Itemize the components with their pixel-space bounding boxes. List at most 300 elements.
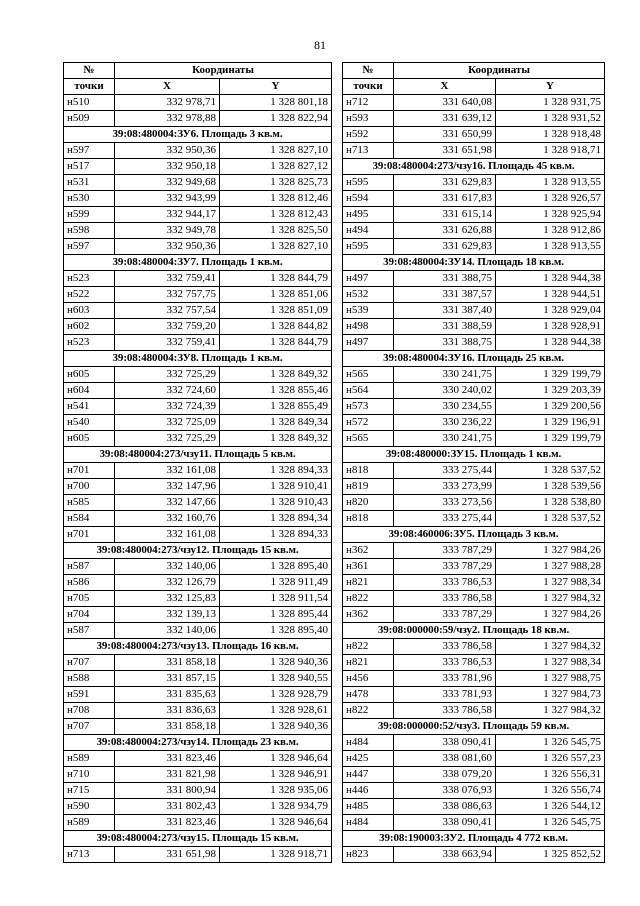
x-coordinate: 331 388,75 xyxy=(394,271,496,287)
y-coordinate: 1 328 855,46 xyxy=(220,383,332,399)
x-coordinate: 331 651,98 xyxy=(394,143,496,159)
point-id: н539 xyxy=(343,303,394,319)
y-coordinate: 1 328 913,55 xyxy=(496,175,605,191)
point-id: н819 xyxy=(343,479,394,495)
point-id: н604 xyxy=(64,383,115,399)
table-row xyxy=(343,607,605,623)
table-row xyxy=(64,575,332,591)
y-coordinate: 1 328 855,49 xyxy=(220,399,332,415)
x-coordinate: 332 943,99 xyxy=(115,191,220,207)
table-row xyxy=(64,319,332,335)
y-coordinate: 1 326 545,75 xyxy=(496,735,605,751)
y-coordinate: 1 328 918,71 xyxy=(220,847,332,863)
point-id: н531 xyxy=(64,175,115,191)
table-row xyxy=(64,719,332,735)
section-header-row xyxy=(64,831,332,847)
section-header-row xyxy=(343,255,605,271)
point-id: н818 xyxy=(343,511,394,527)
x-coordinate: 333 786,58 xyxy=(394,639,496,655)
point-id: н589 xyxy=(64,751,115,767)
point-id: н588 xyxy=(64,671,115,687)
point-id: н585 xyxy=(64,495,115,511)
x-coordinate: 331 823,46 xyxy=(115,751,220,767)
y-coordinate: 1 327 984,73 xyxy=(496,687,605,703)
point-id: н478 xyxy=(343,687,394,703)
coordinates-table-right xyxy=(342,62,605,863)
y-coordinate: 1 328 894,34 xyxy=(220,511,332,527)
section-header-row xyxy=(64,639,332,655)
x-coordinate: 338 090,41 xyxy=(394,735,496,751)
table-row xyxy=(64,495,332,511)
table-row xyxy=(64,847,332,863)
x-coordinate: 331 388,75 xyxy=(394,335,496,351)
y-coordinate: 1 328 946,64 xyxy=(220,815,332,831)
y-coordinate: 1 328 910,43 xyxy=(220,495,332,511)
point-id: н597 xyxy=(64,239,115,255)
point-id: н522 xyxy=(64,287,115,303)
point-id: н540 xyxy=(64,415,115,431)
y-coordinate: 1 326 556,74 xyxy=(496,783,605,799)
x-coordinate: 333 787,29 xyxy=(394,607,496,623)
table-row xyxy=(64,687,332,703)
section-title: 39:08:480004:ЗУ8. Площадь 1 кв.м. xyxy=(64,351,332,367)
x-coordinate: 331 640,08 xyxy=(394,95,496,111)
y-coordinate: 1 328 944,51 xyxy=(496,287,605,303)
point-id: н509 xyxy=(64,111,115,127)
x-coordinate: 333 786,58 xyxy=(394,703,496,719)
section-header-row xyxy=(343,719,605,735)
table-header xyxy=(64,63,332,95)
y-coordinate: 1 328 895,40 xyxy=(220,559,332,575)
section-title: 39:08:000000:59/чзу2. Площадь 18 кв.м. xyxy=(343,623,605,639)
x-coordinate: 330 236,22 xyxy=(394,415,496,431)
y-coordinate: 1 328 538,80 xyxy=(496,495,605,511)
x-coordinate: 333 786,53 xyxy=(394,655,496,671)
x-coordinate: 332 725,09 xyxy=(115,415,220,431)
x-coordinate: 333 787,29 xyxy=(394,559,496,575)
point-id: н700 xyxy=(64,479,115,495)
section-header-row xyxy=(343,159,605,175)
table-row xyxy=(64,335,332,351)
x-coordinate: 331 858,18 xyxy=(115,719,220,735)
section-title: 39:08:480004:ЗУ14. Площадь 18 кв.м. xyxy=(343,255,605,271)
y-coordinate: 1 326 557,23 xyxy=(496,751,605,767)
table-row xyxy=(343,95,605,111)
y-coordinate: 1 328 825,73 xyxy=(220,175,332,191)
table-row xyxy=(64,143,332,159)
x-coordinate: 332 139,13 xyxy=(115,607,220,623)
section-header-row xyxy=(343,447,605,463)
y-coordinate: 1 328 851,06 xyxy=(220,287,332,303)
table-row xyxy=(343,479,605,495)
point-id: н599 xyxy=(64,207,115,223)
table-row xyxy=(64,655,332,671)
point-id: н705 xyxy=(64,591,115,607)
table-row xyxy=(64,271,332,287)
y-coordinate: 1 326 544,12 xyxy=(496,799,605,815)
x-coordinate: 332 978,88 xyxy=(115,111,220,127)
y-coordinate: 1 328 944,38 xyxy=(496,335,605,351)
header-coordinates: Координаты xyxy=(115,63,332,79)
table-row xyxy=(64,479,332,495)
x-coordinate: 330 234,55 xyxy=(394,399,496,415)
table-row xyxy=(64,191,332,207)
table-row xyxy=(343,207,605,223)
point-id: н710 xyxy=(64,767,115,783)
x-coordinate: 331 650,99 xyxy=(394,127,496,143)
table-row xyxy=(64,751,332,767)
table-row xyxy=(343,783,605,799)
section-title: 39:08:480004:273/чзу13. Площадь 16 кв.м. xyxy=(64,639,332,655)
point-id: н598 xyxy=(64,223,115,239)
x-coordinate: 338 663,94 xyxy=(394,847,496,863)
y-coordinate: 1 327 984,26 xyxy=(496,607,605,623)
section-header-row xyxy=(64,351,332,367)
table-row xyxy=(64,399,332,415)
y-coordinate: 1 328 851,09 xyxy=(220,303,332,319)
y-coordinate: 1 329 199,79 xyxy=(496,431,605,447)
x-coordinate: 332 147,96 xyxy=(115,479,220,495)
point-id: н701 xyxy=(64,527,115,543)
y-coordinate: 1 328 827,12 xyxy=(220,159,332,175)
header-coordinates: Координаты xyxy=(394,63,605,79)
point-id: н701 xyxy=(64,463,115,479)
table-row xyxy=(343,575,605,591)
table-row xyxy=(64,767,332,783)
table-row xyxy=(343,671,605,687)
table-row xyxy=(343,239,605,255)
table-row xyxy=(343,367,605,383)
point-id: н532 xyxy=(343,287,394,303)
table-row xyxy=(343,495,605,511)
y-coordinate: 1 328 935,06 xyxy=(220,783,332,799)
table-row xyxy=(64,559,332,575)
y-coordinate: 1 329 200,56 xyxy=(496,399,605,415)
table-row xyxy=(343,463,605,479)
point-id: н541 xyxy=(64,399,115,415)
table-body xyxy=(343,95,605,863)
point-id: н715 xyxy=(64,783,115,799)
x-coordinate: 332 160,76 xyxy=(115,511,220,527)
y-coordinate: 1 327 984,32 xyxy=(496,639,605,655)
point-id: н820 xyxy=(343,495,394,511)
x-coordinate: 332 126,79 xyxy=(115,575,220,591)
x-coordinate: 332 949,68 xyxy=(115,175,220,191)
point-id: н447 xyxy=(343,767,394,783)
x-coordinate: 331 836,63 xyxy=(115,703,220,719)
point-id: н605 xyxy=(64,431,115,447)
point-id: н498 xyxy=(343,319,394,335)
section-title: 39:08:480004:ЗУ16. Площадь 25 кв.м. xyxy=(343,351,605,367)
header-no: № xyxy=(64,63,115,79)
x-coordinate: 338 076,93 xyxy=(394,783,496,799)
x-coordinate: 332 949,78 xyxy=(115,223,220,239)
x-coordinate: 332 757,54 xyxy=(115,303,220,319)
table-row xyxy=(343,655,605,671)
y-coordinate: 1 327 984,26 xyxy=(496,543,605,559)
x-coordinate: 330 241,75 xyxy=(394,431,496,447)
y-coordinate: 1 328 931,52 xyxy=(496,111,605,127)
point-id: н712 xyxy=(343,95,394,111)
point-id: н530 xyxy=(64,191,115,207)
table-row xyxy=(64,159,332,175)
table-row xyxy=(64,527,332,543)
x-coordinate: 330 240,02 xyxy=(394,383,496,399)
point-id: н597 xyxy=(64,143,115,159)
y-coordinate: 1 329 196,91 xyxy=(496,415,605,431)
y-coordinate: 1 328 849,34 xyxy=(220,415,332,431)
x-coordinate: 331 388,59 xyxy=(394,319,496,335)
table-row xyxy=(64,303,332,319)
x-coordinate: 331 651,98 xyxy=(115,847,220,863)
x-coordinate: 333 273,99 xyxy=(394,479,496,495)
table-row xyxy=(343,815,605,831)
table-row xyxy=(64,463,332,479)
header-points: точки xyxy=(64,79,115,95)
y-coordinate: 1 328 827,10 xyxy=(220,239,332,255)
y-coordinate: 1 328 926,57 xyxy=(496,191,605,207)
table-row xyxy=(343,111,605,127)
point-id: н589 xyxy=(64,815,115,831)
section-title: 39:08:480004:273/чзу16. Площадь 45 кв.м. xyxy=(343,159,605,175)
table-row xyxy=(343,543,605,559)
y-coordinate: 1 328 812,43 xyxy=(220,207,332,223)
point-id: н821 xyxy=(343,655,394,671)
section-header-row xyxy=(64,255,332,271)
point-id: н713 xyxy=(64,847,115,863)
point-id: н565 xyxy=(343,431,394,447)
y-coordinate: 1 325 852,52 xyxy=(496,847,605,863)
point-id: н595 xyxy=(343,175,394,191)
table-row xyxy=(343,687,605,703)
point-id: н484 xyxy=(343,735,394,751)
table-row xyxy=(64,287,332,303)
y-coordinate: 1 328 931,75 xyxy=(496,95,605,111)
point-id: н818 xyxy=(343,463,394,479)
x-coordinate: 333 275,44 xyxy=(394,463,496,479)
table-row xyxy=(343,335,605,351)
point-id: н523 xyxy=(64,335,115,351)
point-id: н822 xyxy=(343,703,394,719)
x-coordinate: 331 387,40 xyxy=(394,303,496,319)
y-coordinate: 1 329 199,79 xyxy=(496,367,605,383)
y-coordinate: 1 328 934,79 xyxy=(220,799,332,815)
y-coordinate: 1 328 940,36 xyxy=(220,655,332,671)
y-coordinate: 1 328 925,94 xyxy=(496,207,605,223)
table-row xyxy=(64,175,332,191)
y-coordinate: 1 328 918,48 xyxy=(496,127,605,143)
x-coordinate: 332 757,75 xyxy=(115,287,220,303)
x-coordinate: 338 081,60 xyxy=(394,751,496,767)
point-id: н361 xyxy=(343,559,394,575)
table-row xyxy=(64,415,332,431)
table-row xyxy=(343,847,605,863)
y-coordinate: 1 327 988,28 xyxy=(496,559,605,575)
y-coordinate: 1 328 910,41 xyxy=(220,479,332,495)
section-header-row xyxy=(64,127,332,143)
y-coordinate: 1 328 944,38 xyxy=(496,271,605,287)
y-coordinate: 1 328 827,10 xyxy=(220,143,332,159)
y-coordinate: 1 328 894,33 xyxy=(220,463,332,479)
table-row xyxy=(64,239,332,255)
x-coordinate: 332 759,41 xyxy=(115,271,220,287)
point-id: н446 xyxy=(343,783,394,799)
table-row xyxy=(64,207,332,223)
table-row xyxy=(343,431,605,447)
y-coordinate: 1 327 984,32 xyxy=(496,703,605,719)
point-id: н595 xyxy=(343,239,394,255)
y-coordinate: 1 328 801,18 xyxy=(220,95,332,111)
table-row xyxy=(343,223,605,239)
y-coordinate: 1 328 940,36 xyxy=(220,719,332,735)
x-coordinate: 333 275,44 xyxy=(394,511,496,527)
x-coordinate: 333 786,58 xyxy=(394,591,496,607)
x-coordinate: 331 387,57 xyxy=(394,287,496,303)
point-id: н822 xyxy=(343,639,394,655)
point-id: н587 xyxy=(64,623,115,639)
y-coordinate: 1 327 988,34 xyxy=(496,575,605,591)
x-coordinate: 332 944,17 xyxy=(115,207,220,223)
table-row xyxy=(343,767,605,783)
y-coordinate: 1 328 812,46 xyxy=(220,191,332,207)
x-coordinate: 332 125,83 xyxy=(115,591,220,607)
x-coordinate: 332 950,18 xyxy=(115,159,220,175)
table-row xyxy=(64,95,332,111)
x-coordinate: 332 147,66 xyxy=(115,495,220,511)
y-coordinate: 1 328 918,71 xyxy=(496,143,605,159)
y-coordinate: 1 328 844,79 xyxy=(220,335,332,351)
x-coordinate: 332 161,08 xyxy=(115,527,220,543)
y-coordinate: 1 327 988,75 xyxy=(496,671,605,687)
header-y: Y xyxy=(220,79,332,95)
section-header-row xyxy=(64,735,332,751)
table-row xyxy=(64,671,332,687)
table-row xyxy=(64,799,332,815)
y-coordinate: 1 327 988,34 xyxy=(496,655,605,671)
table-row xyxy=(343,383,605,399)
y-coordinate: 1 329 203,39 xyxy=(496,383,605,399)
table-row xyxy=(64,111,332,127)
x-coordinate: 332 725,29 xyxy=(115,431,220,447)
point-id: н485 xyxy=(343,799,394,815)
y-coordinate: 1 328 946,91 xyxy=(220,767,332,783)
point-id: н590 xyxy=(64,799,115,815)
point-id: н510 xyxy=(64,95,115,111)
y-coordinate: 1 328 537,52 xyxy=(496,511,605,527)
x-coordinate: 331 800,94 xyxy=(115,783,220,799)
x-coordinate: 332 950,36 xyxy=(115,239,220,255)
section-header-row xyxy=(343,623,605,639)
section-title: 39:08:480004:273/чзу15. Площадь 15 кв.м. xyxy=(64,831,332,847)
section-header-row xyxy=(64,543,332,559)
point-id: н425 xyxy=(343,751,394,767)
point-id: н572 xyxy=(343,415,394,431)
table-row xyxy=(343,143,605,159)
point-id: н708 xyxy=(64,703,115,719)
table-row xyxy=(343,799,605,815)
y-coordinate: 1 328 911,54 xyxy=(220,591,332,607)
table-row xyxy=(343,271,605,287)
section-header-row xyxy=(343,527,605,543)
y-coordinate: 1 328 895,44 xyxy=(220,607,332,623)
table-row xyxy=(343,703,605,719)
table-row xyxy=(343,191,605,207)
point-id: н707 xyxy=(64,655,115,671)
y-coordinate: 1 328 895,40 xyxy=(220,623,332,639)
x-coordinate: 332 759,20 xyxy=(115,319,220,335)
point-id: н586 xyxy=(64,575,115,591)
x-coordinate: 331 615,14 xyxy=(394,207,496,223)
table-row xyxy=(343,303,605,319)
point-id: н564 xyxy=(343,383,394,399)
table-row xyxy=(343,415,605,431)
x-coordinate: 332 161,08 xyxy=(115,463,220,479)
x-coordinate: 331 639,12 xyxy=(394,111,496,127)
table-row xyxy=(343,127,605,143)
point-id: н494 xyxy=(343,223,394,239)
point-id: н603 xyxy=(64,303,115,319)
y-coordinate: 1 328 822,94 xyxy=(220,111,332,127)
x-coordinate: 331 802,43 xyxy=(115,799,220,815)
table-row xyxy=(64,511,332,527)
y-coordinate: 1 328 912,86 xyxy=(496,223,605,239)
section-header-row xyxy=(343,831,605,847)
x-coordinate: 332 140,06 xyxy=(115,559,220,575)
table-row xyxy=(64,223,332,239)
section-title: 39:08:480000:ЗУ15. Площадь 1 кв.м. xyxy=(343,447,605,463)
x-coordinate: 333 273,56 xyxy=(394,495,496,511)
y-coordinate: 1 328 913,55 xyxy=(496,239,605,255)
header-x: X xyxy=(115,79,220,95)
table-row xyxy=(64,367,332,383)
x-coordinate: 331 626,88 xyxy=(394,223,496,239)
table-row xyxy=(64,783,332,799)
x-coordinate: 332 950,36 xyxy=(115,143,220,159)
table-row xyxy=(343,319,605,335)
point-id: н362 xyxy=(343,543,394,559)
point-id: н523 xyxy=(64,271,115,287)
table-row xyxy=(343,175,605,191)
y-coordinate: 1 328 844,79 xyxy=(220,271,332,287)
x-coordinate: 331 858,18 xyxy=(115,655,220,671)
section-title: 39:08:460006:ЗУ5. Площадь 3 кв.м. xyxy=(343,527,605,543)
y-coordinate: 1 328 928,61 xyxy=(220,703,332,719)
y-coordinate: 1 328 946,64 xyxy=(220,751,332,767)
section-title: 39:08:000000:52/чзу3. Площадь 59 кв.м. xyxy=(343,719,605,735)
point-id: н821 xyxy=(343,575,394,591)
table-row xyxy=(343,559,605,575)
y-coordinate: 1 328 539,56 xyxy=(496,479,605,495)
point-id: н497 xyxy=(343,271,394,287)
y-coordinate: 1 328 911,49 xyxy=(220,575,332,591)
table-row xyxy=(343,735,605,751)
point-id: н605 xyxy=(64,367,115,383)
point-id: н484 xyxy=(343,815,394,831)
section-title: 39:08:480004:ЗУ6. Площадь 3 кв.м. xyxy=(64,127,332,143)
point-id: н573 xyxy=(343,399,394,415)
table-row xyxy=(343,591,605,607)
x-coordinate: 333 787,29 xyxy=(394,543,496,559)
table-row xyxy=(64,623,332,639)
x-coordinate: 331 617,83 xyxy=(394,191,496,207)
point-id: н704 xyxy=(64,607,115,623)
table-row xyxy=(343,287,605,303)
x-coordinate: 332 759,41 xyxy=(115,335,220,351)
x-coordinate: 338 079,20 xyxy=(394,767,496,783)
table-row xyxy=(64,815,332,831)
y-coordinate: 1 328 844,82 xyxy=(220,319,332,335)
y-coordinate: 1 328 928,79 xyxy=(220,687,332,703)
